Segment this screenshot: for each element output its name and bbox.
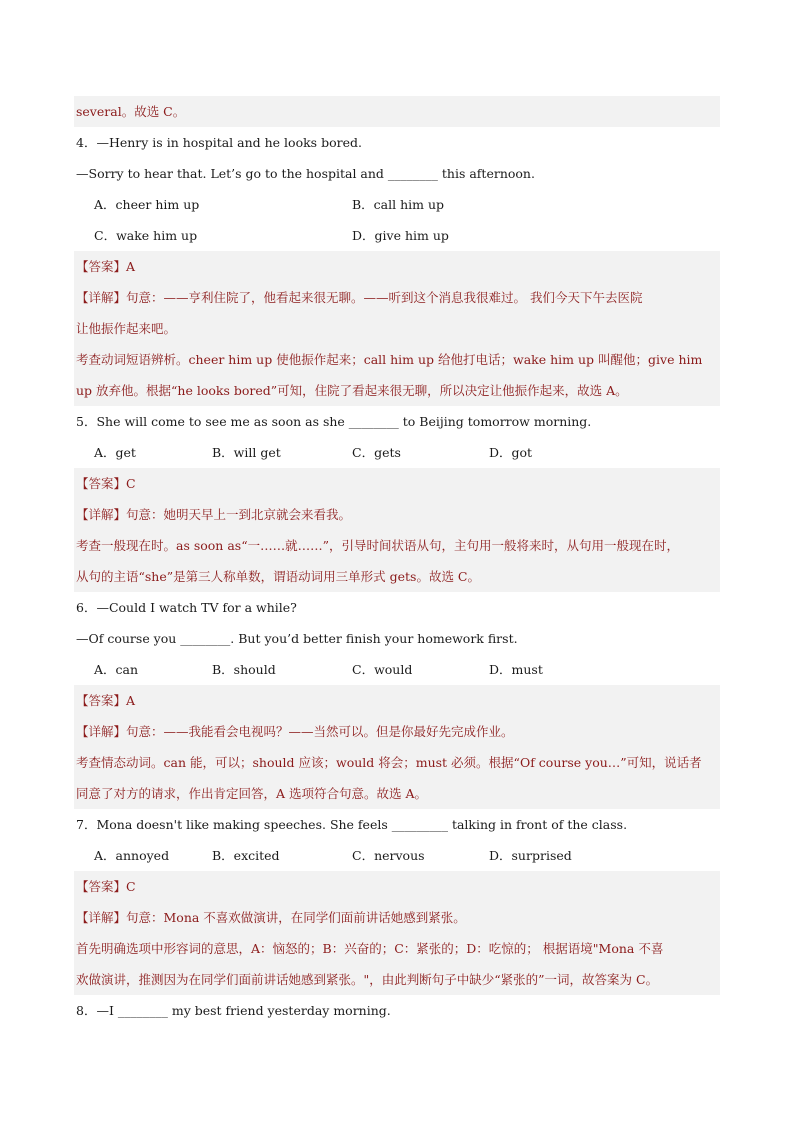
question-line — [74, 809, 720, 840]
document-page — [74, 96, 720, 1026]
answer-text: 让他振作起来吧。 — [76, 321, 177, 336]
answer-line — [74, 96, 720, 127]
answer-text: 首先明确选项中形容词的意思，A：恼怒的；B：兴奋的；C：紧张的；D：吃惊的； 根据语境"Mona 不喜 — [76, 941, 664, 956]
question-line — [74, 158, 720, 189]
option-item: D．got — [489, 445, 533, 460]
option-item: C．wake him up — [94, 228, 198, 243]
options-row — [74, 437, 720, 468]
answer-line — [74, 561, 720, 592]
answer-text: 同意了对方的请求，作出肯定回答，A 选项符合句意。故选 A。 — [76, 786, 428, 801]
answer-line — [74, 871, 720, 902]
answer-line — [74, 344, 720, 375]
option-item: A．can — [94, 662, 139, 677]
option-item: D．give him up — [352, 228, 449, 243]
question-text: 6．—Could I watch TV for a while? — [76, 600, 297, 615]
answer-text: 欢做演讲，推测因为在同学们面前讲话她感到紧张。"，由此判断句子中缺少“紧张的”一词，故答案为 C。 — [76, 972, 659, 987]
answer-text: 【详解】句意：——亨利住院了，他看起来很无聊。——听到这个消息我很难过。 我们今天下午去医院 — [76, 290, 643, 305]
option-item: C．nervous — [352, 848, 425, 863]
answer-line — [74, 313, 720, 344]
answer-text: 【详解】句意：她明天早上一到北京就会来看我。 — [76, 507, 352, 522]
answer-line — [74, 902, 720, 933]
answer-line — [74, 251, 720, 282]
options-row — [74, 840, 720, 871]
option-item: B．should — [212, 662, 276, 677]
answer-line — [74, 933, 720, 964]
answer-text: 【答案】A — [76, 693, 136, 708]
answer-text: up 放弃他。根据“he looks bored”可知，住院了看起来很无聊，所以决定让他振作起来，故选 A。 — [76, 383, 628, 398]
question-line — [74, 592, 720, 623]
answer-line — [74, 778, 720, 809]
question-line — [74, 127, 720, 158]
question-text: 7．Mona doesn't like making speeches. She feels _________ talking in front of the class. — [76, 817, 628, 832]
answer-text: 【答案】C — [76, 879, 136, 894]
answer-text: several。故选 C。 — [76, 104, 186, 119]
question-line — [74, 995, 720, 1026]
answer-text: 【详解】句意：Mona 不喜欢做演讲，在同学们面前讲话她感到紧张。 — [76, 910, 466, 925]
answer-text: 考查情态动词。can 能，可以；should 应该；would 将会；must 必须。根据“Of course you…”可知，说话者 — [76, 755, 702, 770]
question-text: —Sorry to hear that. Let’s go to the hospital and ________ this afternoon. — [76, 166, 535, 181]
question-text: 5．She will come to see me as soon as she ________ to Beijing tomorrow morning. — [76, 414, 592, 429]
question-line — [74, 406, 720, 437]
answer-line — [74, 468, 720, 499]
answer-line — [74, 499, 720, 530]
answer-line — [74, 964, 720, 995]
option-item: A．get — [94, 445, 136, 460]
options-row — [74, 189, 720, 220]
answer-text: 【详解】句意：——我能看会电视吗？——当然可以。但是你最好先完成作业。 — [76, 724, 514, 739]
question-text: 4．—Henry is in hospital and he looks bored. — [76, 135, 362, 150]
option-item: A．annoyed — [94, 848, 170, 863]
answer-line — [74, 530, 720, 561]
answer-line — [74, 685, 720, 716]
option-item: B．call him up — [352, 197, 445, 212]
question-text: 8．—I ________ my best friend yesterday morning. — [76, 1003, 391, 1018]
answer-text: 【答案】A — [76, 259, 136, 274]
option-item: B．will get — [212, 445, 281, 460]
options-row — [74, 654, 720, 685]
answer-line — [74, 747, 720, 778]
option-item: D．surprised — [489, 848, 572, 863]
option-item: B．excited — [212, 848, 280, 863]
answer-line — [74, 716, 720, 747]
option-item: A．cheer him up — [94, 197, 200, 212]
option-item: D．must — [489, 662, 543, 677]
answer-text: 从句的主语“she”是第三人称单数，谓语动词用三单形式 gets。故选 C。 — [76, 569, 480, 584]
answer-line — [74, 282, 720, 313]
option-item: C．gets — [352, 445, 401, 460]
options-row — [74, 220, 720, 251]
answer-text: 【答案】C — [76, 476, 136, 491]
answer-text: 考查动词短语辨析。cheer him up 使他振作起来；call him up 给他打电话；wake him up 叫醒他；give him — [76, 352, 703, 367]
question-line — [74, 623, 720, 654]
question-text: —Of course you ________. But you’d better finish your homework first. — [76, 631, 518, 646]
answer-text: 考查一般现在时。as soon as“一……就……”，引导时间状语从句，主句用一般将来时，从句用一般现在时， — [76, 538, 679, 553]
answer-line — [74, 375, 720, 406]
option-item: C．would — [352, 662, 413, 677]
